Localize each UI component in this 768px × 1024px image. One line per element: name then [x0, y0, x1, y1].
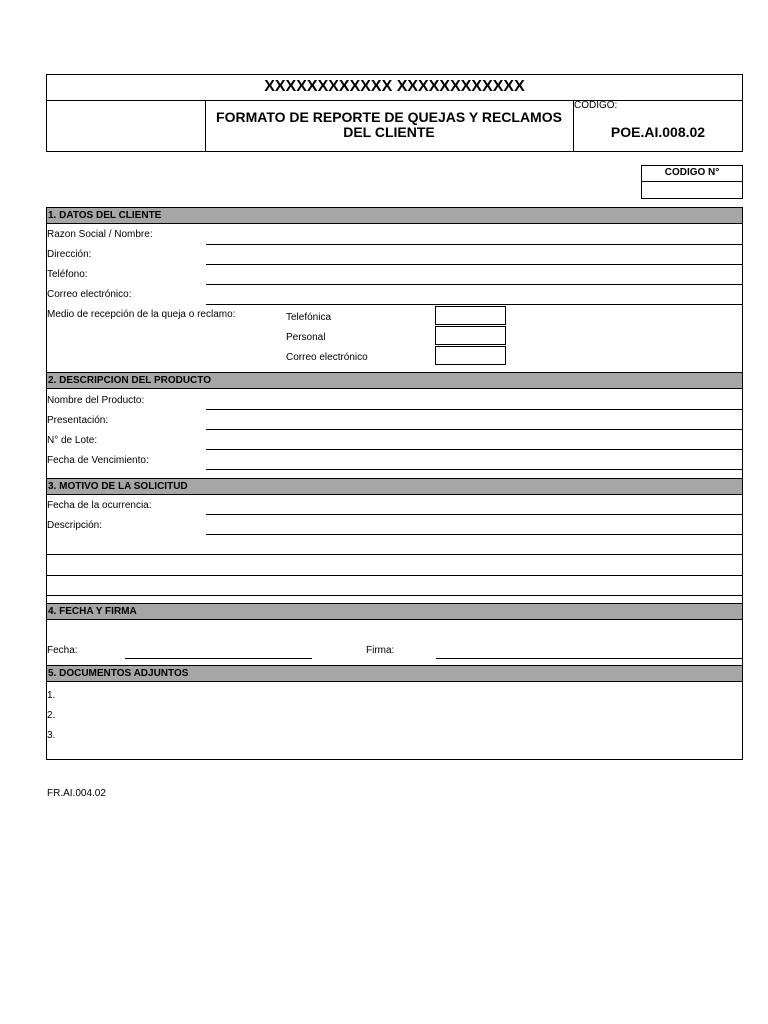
section-fecha-firma: 4. FECHA Y FIRMA [46, 603, 743, 620]
label-descripcion: Descripción: [47, 520, 103, 531]
field-nombre-producto[interactable] [206, 409, 743, 410]
field-descripcion-line2[interactable] [46, 554, 743, 555]
codigo-box-input[interactable] [642, 182, 742, 198]
field-telefono[interactable] [206, 284, 743, 285]
section-datos-cliente: 1. DATOS DEL CLIENTE [46, 207, 743, 224]
field-vencimiento[interactable] [206, 469, 743, 470]
header-divider [46, 100, 743, 101]
label-vencimiento: Fecha de Vencimiento: [47, 455, 149, 466]
label-fecha-ocurrencia: Fecha de la ocurrencia: [47, 500, 152, 511]
label-fecha: Fecha: [47, 645, 78, 656]
company-name: XXXXXXXXXXXX XXXXXXXXXXXX [264, 78, 525, 95]
field-fecha[interactable] [125, 658, 312, 659]
form-title-line1: FORMATO DE REPORTE DE QUEJAS Y RECLAMOS [216, 109, 562, 125]
option-correo-checkbox[interactable] [435, 346, 506, 365]
label-firma: Firma: [366, 645, 395, 656]
field-razon-social[interactable] [206, 244, 743, 245]
label-telefono: Teléfono: [47, 269, 88, 280]
option-telefonica-label: Telefónica [286, 312, 332, 323]
field-descripcion-line3[interactable] [46, 575, 743, 576]
label-lote: N° de Lote: [47, 435, 98, 446]
section-documentos-adjuntos: 5. DOCUMENTOS ADJUNTOS [46, 665, 743, 682]
field-lote[interactable] [206, 449, 743, 450]
label-correo: Correo electrónico: [47, 289, 132, 300]
option-correo-label: Correo electrónico [286, 352, 368, 363]
form-title-line2: DEL CLIENTE [343, 124, 435, 140]
label-medio-recepcion: Medio de recepción de la queja o reclamo: [47, 309, 236, 320]
adjunto-item-2: 2. [47, 710, 56, 721]
field-descripcion-line4[interactable] [46, 595, 743, 596]
label-presentacion: Presentación: [47, 415, 109, 426]
code-label: CODIGO: [574, 100, 618, 111]
field-fecha-ocurrencia[interactable] [206, 514, 743, 515]
field-firma[interactable] [436, 658, 743, 659]
option-telefonica-checkbox[interactable] [435, 306, 506, 325]
adjunto-item-1: 1. [47, 690, 56, 701]
adjunto-item-3: 3. [47, 730, 56, 741]
section-descripcion-producto: 2. DESCRIPCION DEL PRODUCTO [46, 372, 743, 389]
footer-form-code: FR.AI.004.02 [47, 788, 106, 799]
label-razon-social: Razon Social / Nombre: [47, 229, 153, 240]
field-descripcion-line1[interactable] [206, 534, 743, 535]
form-title [205, 110, 573, 140]
field-presentacion[interactable] [206, 429, 743, 430]
section-motivo-solicitud: 3. MOTIVO DE LA SOLICITUD [46, 478, 743, 495]
field-direccion[interactable] [206, 264, 743, 265]
option-personal-label: Personal [286, 332, 326, 343]
option-personal-checkbox[interactable] [435, 326, 506, 345]
field-correo[interactable] [206, 304, 743, 305]
codigo-box-label: CODIGO N° [664, 167, 720, 178]
code-value: POE.AI.008.02 [610, 124, 706, 140]
label-nombre-producto: Nombre del Producto: [47, 395, 145, 406]
label-direccion: Dirección: [47, 249, 92, 260]
